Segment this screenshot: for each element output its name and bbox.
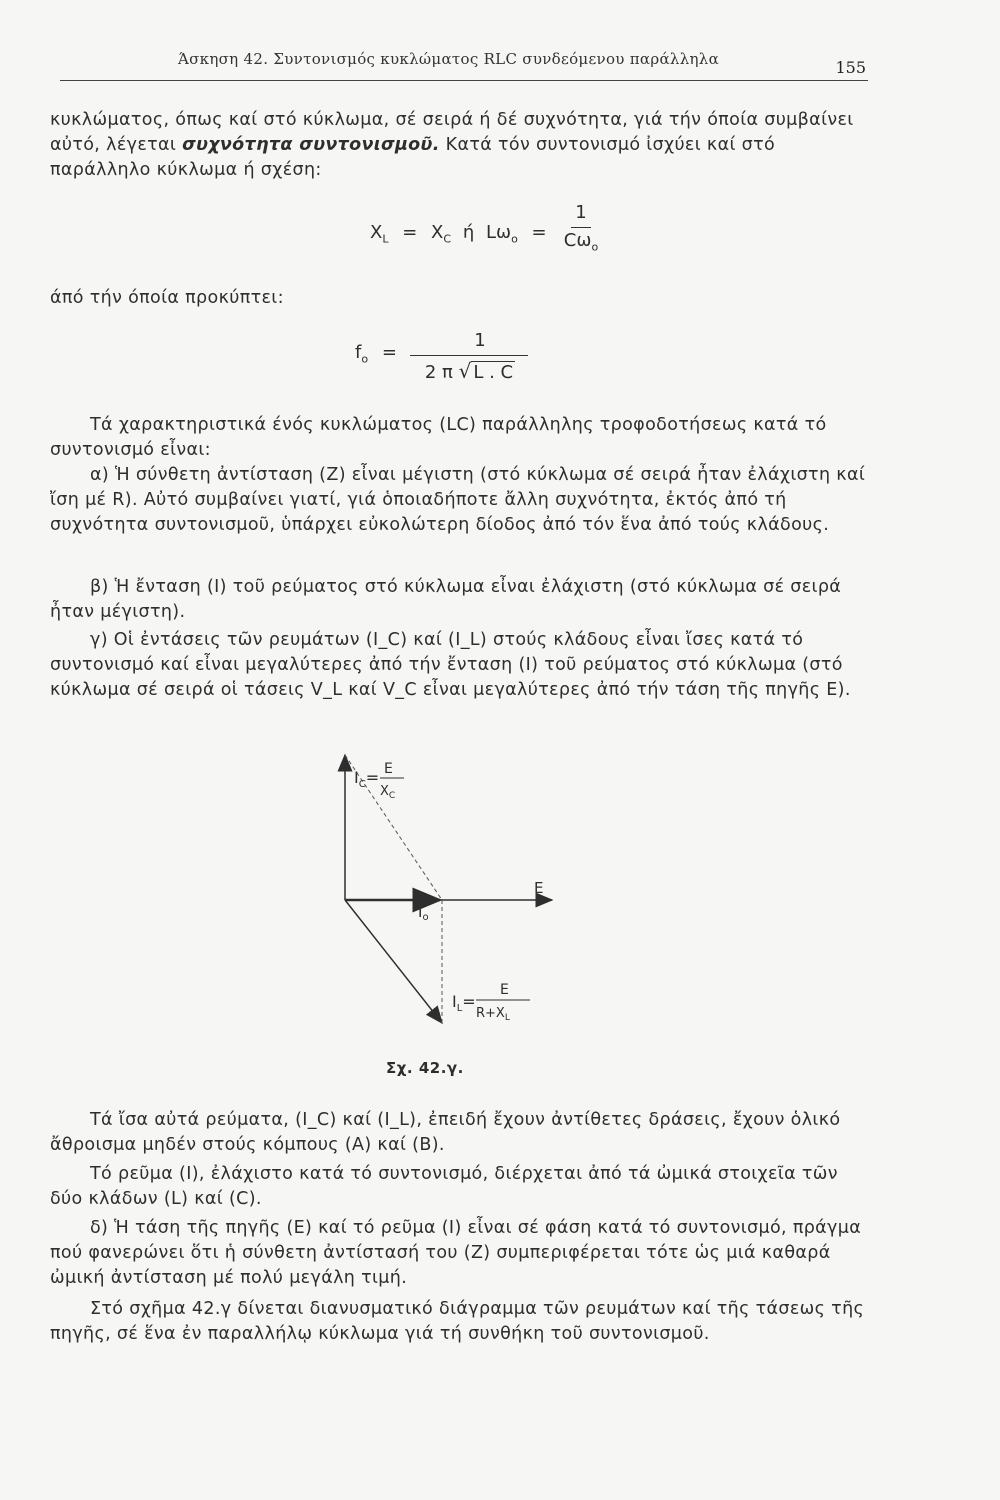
characteristic-c: γ) Οἱ ἐντάσεις τῶν ρευμάτων (I_C) καί (I_L) στούς κλάδους εἶναι ἴσες κατά τό συντονισμό καί εἶναι μεγαλύτερες ἀπό τήν ἔνταση (I) τοῦ ρεύματος στό κύκλωμα (στό κύκλωμα σέ σειρά οἱ τάσεις V_L καί V_C εἶναι μεγαλύτερες ἀπό τήν τάση τῆς πηγῆς E). xyxy=(50,630,851,700)
intro-text-2: Κατά τόν συντονισμό ἰσχύει καί στό παράλληλο κύκλωμα ή σχέση: xyxy=(50,135,776,180)
fraction-bar xyxy=(571,227,591,228)
il-label: $I_L=$ xyxy=(452,992,476,1014)
formula-resonance-condition: $X_L = X_C$ ή $L\omega_o$ = xyxy=(370,222,547,246)
fraction-bar xyxy=(410,355,528,356)
page-number: 155 xyxy=(835,58,866,77)
il-numerator: E xyxy=(500,982,509,998)
running-head xyxy=(60,50,868,81)
ic-numerator: E xyxy=(384,761,393,777)
characteristic-a: α) Ἡ σύνθετη ἀντίσταση (Z) εἶναι μέγιστη (στό κύκλωμα σέ σειρά ἦταν ἐλάχιστη καί ἴση μέ R). Αὐτό συμβαίνει γιατί, γιά ὁποιαδήποτε ἄλλη συχνότητα, ἐκτός ἀπό τή συχνότητα συντονισμοῦ, ὑπάρχει εὐκολώτερη δίοδος ἀπό τόν ἕνα ἀπό τούς κλάδους. xyxy=(50,465,866,535)
characteristics-intro: Τά χαρακτηριστικά ένός κυκλώματος (LC) παράλληλης τροφοδοτήσεως κατά τό συντονισμό εἶναι: xyxy=(50,415,827,460)
closing-paragraph-4: Στό σχῆμα 42.γ δίνεται διανυσματικό διάγραμμα τῶν ρευμάτων καί τῆς τάσεως τῆς πηγῆς, σέ ἕνα ἐν παραλλήλῳ κύκλωμα γιά τή συνθήκη τοῦ συντονισμοῦ. xyxy=(50,1299,865,1344)
ic-denominator: $X_C$ xyxy=(380,784,396,801)
closing-paragraph-2: Τό ρεῦμα (I), ἐλάχιστο κατά τό συντονισμό, διέρχεται ἀπό τά ὠμικά στοιχεῖα τῶν δύο κλάδων (L) καί (C). xyxy=(50,1164,838,1209)
closing-paragraph-1: Τά ἴσα αὐτά ρεύματα, (I_C) καί (I_L), ἐπειδή ἔχουν ἀντίθετες δράσεις, ἔχουν ὁλικό ἄθροισμα μηδέν στούς κόμπους (A) καί (B). xyxy=(50,1110,841,1155)
results-text: άπό τήν όποία προκύπτει: xyxy=(50,288,284,308)
formula-resonance-frequency: $f_o$ = xyxy=(355,342,397,366)
characteristic-b: β) Ἡ ἔνταση (I) τοῦ ρεύματος στό κύκλωμα εἶναι ἐλάχιστη (στό κύκλωμα σέ σειρά ἦταν μέγιστη). xyxy=(50,577,842,622)
vector-diagram xyxy=(320,745,580,1045)
formula2-fraction: 1 2 π √ L . C xyxy=(410,330,530,383)
running-title: Άσκηση 42. Συντονισμός κυκλώματος RLC συνδεόμενου παράλληλα xyxy=(178,50,720,68)
il-denominator: $R+X_L$ xyxy=(476,1006,510,1023)
e-label: E xyxy=(534,879,544,897)
intro-paragraph xyxy=(50,108,875,183)
closing-paragraph-d: δ) Ἡ τάση τῆς πηγῆς (E) καί τό ρεῦμα (I) εἶναι σέ φάση κατά τό συντονισμό, πράγμα πού φανερώνει ὅτι ἡ σύνθετη ἀντίστασή του (Z) συμπεριφέρεται τότε ὡς μιά καθαρά ὠμική ἀντίσταση μέ πολύ μεγάλη τιμή. xyxy=(50,1218,862,1288)
formula1-fraction: 1 $C\omega_o$ xyxy=(563,202,599,254)
ic-label: $I_C=$ xyxy=(354,768,380,790)
intro-text-1: κυκλώματος, όπως καί στό κύκλωμα, σέ σειρά ή δέ συχνότητα, γιά τήν όποία συμβαίνει αὐτό, λέγεται xyxy=(50,110,854,155)
figure-caption: Σχ. 42.γ. xyxy=(386,1059,464,1077)
construction-line-diagonal xyxy=(345,755,442,900)
term-resonance-frequency: συχνότητα συντονισμοῦ. xyxy=(182,135,440,155)
io-label: $I_o$ xyxy=(418,903,429,923)
